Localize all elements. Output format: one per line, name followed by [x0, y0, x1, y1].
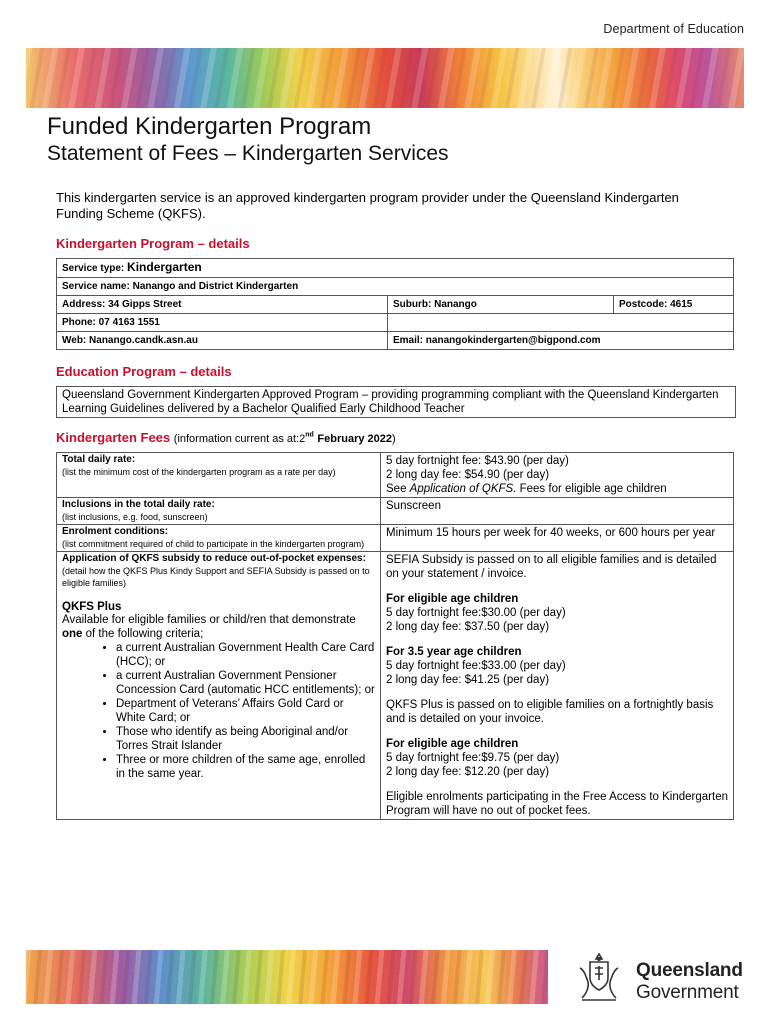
daily-rate-label-cell: Total daily rate: (list the minimum cost of the kindergarten program as a rate per day)	[57, 453, 381, 498]
intro-text: This kindergarten service is an approved kindergarten program provider under the Queensland Kindergarten Funding Scheme (QKFS).	[56, 190, 679, 221]
service-type-cell: Service type: Kindergarten	[57, 259, 734, 278]
gov-name-government: Government	[636, 982, 739, 1003]
web-cell: Web: Nanango.candk.asn.au	[57, 332, 388, 350]
fees-heading: Kindergarten Fees (information current as at:2nd February 2022)	[56, 430, 396, 445]
phone-empty-cell	[388, 314, 734, 332]
header-banner	[26, 48, 744, 108]
inclusions-label-cell: Inclusions in the total daily rate: (list inclusions, e.g. food, sunscreen)	[57, 498, 381, 525]
page-title: Funded Kindergarten Program	[47, 113, 372, 140]
email-cell: Email: nanangokindergarten@bigpond.com	[388, 332, 734, 350]
fees-date: February 2022	[317, 433, 393, 445]
list-item: • Department of Veterans’ Affairs Gold Card or White Card; or	[116, 697, 375, 725]
fees-info: (information current as at:2	[173, 433, 306, 445]
list-item: • Those who identify as being Aboriginal and/or Torres Strait Islander	[116, 725, 375, 753]
service-type-value: Kindergarten	[127, 260, 202, 274]
list-item: • a current Australian Government Health Care Card (HCC); or	[116, 641, 375, 669]
inclusions-value-cell: Sunscreen	[381, 498, 734, 525]
gov-name-queensland: Queensland	[636, 960, 743, 981]
list-item: • Three or more children of the same age, enrolled in the same year.	[116, 753, 375, 781]
daily-rate-value-cell: 5 day fortnight fee: $43.90 (per day) 2 long day fee: $54.90 (per day) See Application of QKFS. Fees for eligible age children	[381, 453, 734, 498]
page-subtitle: Statement of Fees – Kindergarten Services	[47, 142, 449, 165]
fees-table	[56, 452, 734, 820]
education-heading: Education Program – details	[56, 364, 232, 379]
list-item: • a current Australian Government Pensioner Concession Card (automatic HCC entitlements); or	[116, 669, 375, 697]
coat-of-arms-icon	[574, 950, 624, 1006]
enrolment-value-cell: Minimum 15 hours per week for 40 weeks, or 600 hours per year	[381, 525, 734, 552]
suburb-cell: Suburb: Nanango	[388, 296, 614, 314]
phone-cell: Phone: 07 4163 1551	[57, 314, 388, 332]
department-name: Department of Education	[603, 22, 744, 36]
subsidy-value-cell: SEFIA Subsidy is passed on to all eligible families and is detailed on your statement / invoice. For eligible age children 5 day fortnight fee:$30.00 (per day) 2 long day fee: $37.50 (per day) For 3.5 year age children 5 day fortnight fee:$33.00 (per day) 2 long day fee: $41.25 (per day) QKFS Plus is passed on to eligible families on a fortnightly basis and is detailed on your invoice. For eligible age children 5 day fortnight fee:$9.75 (per day) 2 long day fee: $12.20 (per day) Eligible enrolments participating in the Free Access to Kindergarten Program will have no out of pocket fees.	[381, 552, 734, 820]
queensland-government-logo	[574, 950, 746, 1006]
criteria-list	[62, 641, 375, 781]
address-cell: Address: 34 Gipps Street	[57, 296, 388, 314]
qkfs-plus-heading: QKFS Plus	[62, 601, 122, 613]
qkfs-plus-availability: Available for eligible families or child/ren that demonstrate one of the following criteria;	[62, 614, 356, 640]
education-text: Queensland Government Kindergarten Approved Program – providing programming compliant with the Queensland Kindergarten Learning Guidelines delivered by a Bachelor Qualified Early Childhood Teacher	[56, 386, 736, 418]
enrolment-label-cell: Enrolment conditions: (list commitment required of child to participate in the kindergarten program)	[57, 525, 381, 552]
postcode-cell: Postcode: 4615	[614, 296, 734, 314]
footer-banner	[26, 950, 548, 1004]
service-name-cell: Service name: Nanango and District Kindergarten	[57, 278, 734, 296]
program-details-table	[56, 258, 734, 350]
subsidy-label-cell: Application of QKFS subsidy to reduce out-of-pocket expenses: (detail how the QKFS Plus Kindy Support and SEFIA Subsidy is passed on to eligible families) QKFS Plus Available for eligible families or child/ren that demonstrate one of the following criteria; • a current Australian Government Health Care Card (HCC); or • a current Australian Government Pensioner Concession Card (automatic HCC entitlements); or • Department of Veterans’ Affairs Gold Card or White Card; or • Those who identify as being Aboriginal and/or Torres Strait Islander • Three or more children of the same age, enrolled in the same year.	[57, 552, 381, 820]
program-details-heading: Kindergarten Program – details	[56, 236, 250, 251]
